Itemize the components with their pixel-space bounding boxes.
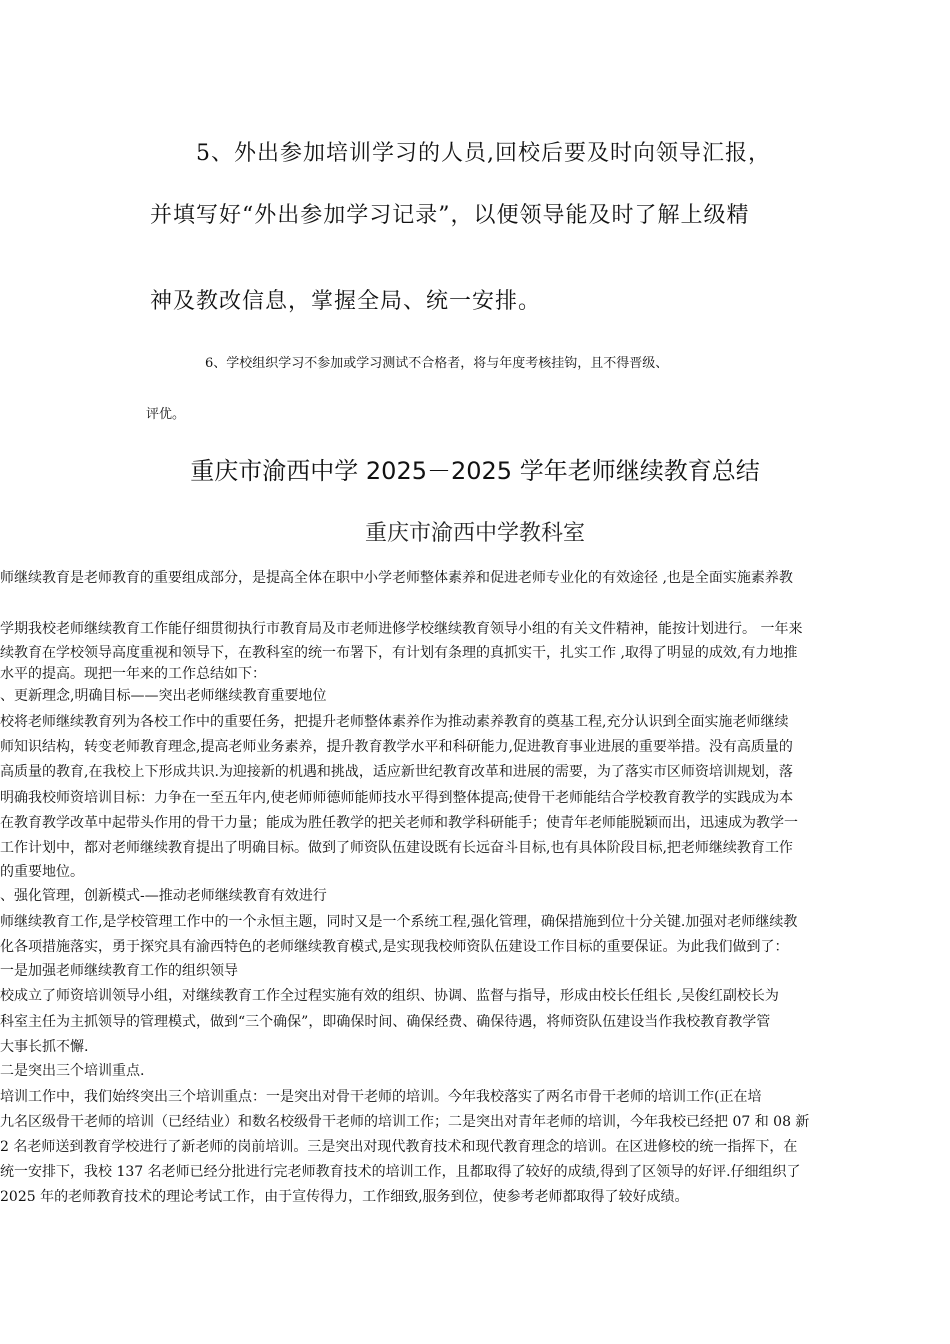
body-line: 2025 年的老师教育技术的理论考试工作，由于宣传得力，工作细致,服务到位，使参考老师都取得了较好成绩。 bbox=[0, 1189, 689, 1205]
body-line: 的重要地位。 bbox=[0, 864, 84, 880]
body-line: 工作计划中，都对老师继续教育提出了明确目标。做到了师资队伍建设既有长远奋斗目标,也有具体阶段目标,把老师继续教育工作 bbox=[0, 840, 793, 856]
body-line: 明确我校师资培训目标：力争在一至五年内,使老师师德师能师技水平得到整体提高;使骨干老师能结合学校教育教学的实践成为本 bbox=[0, 790, 794, 806]
body-line: 校将老师继续教育列为各校工作中的重要任务，把提升老师整体素养作为推动素养教育的奠基工程,充分认识到全面实施老师继续 bbox=[0, 714, 789, 730]
body-line: 师知识结构，转变老师教育理念,提高老师业务素养，提升教育教学水平和科研能力,促进教育事业进展的重要举措。没有高质量的 bbox=[0, 739, 793, 755]
document-title: 重庆市渝西中学 2025－2025 学年老师继续教育总结 bbox=[190, 457, 760, 485]
paragraph-5-line-2: 并填写好“外出参加学习记录”，以便领导能及时了解上级精 bbox=[150, 203, 750, 228]
paragraph-6-line-2: 评优。 bbox=[146, 407, 186, 422]
body-line: 学期我校老师继续教育工作能仔细贯彻执行市教育局及市老师进修学校继续教育领导小组的有关文件精神，能按计划进行。 一年来 bbox=[0, 621, 803, 637]
body-line: 一是加强老师继续教育工作的组织领导 bbox=[0, 963, 238, 979]
document-subtitle: 重庆市渝西中学教科室 bbox=[364, 521, 585, 546]
body-line: 、更新理念,明确目标——突出老师继续教育重要地位 bbox=[0, 688, 327, 704]
paragraph-5-line-3: 神及教改信息，掌握全局、统一安排。 bbox=[150, 289, 542, 314]
body-line: 九名区级骨干老师的培训（已经结业）和数名校级骨干老师的培训工作；二是突出对青年老师的培训，今年我校已经把 07 和 08 新 bbox=[0, 1114, 810, 1130]
body-line: 续教育在学校领导高度重视和领导下，在教科室的统一布署下，有计划有条理的真抓实干，扎实工作 ,取得了明显的成效,有力地推 bbox=[0, 645, 798, 661]
body-line: 师继续教育工作,是学校管理工作中的一个永恒主题，同时又是一个系统工程,强化管理，确保措施到位十分关键.加强对老师继续教 bbox=[0, 914, 798, 930]
paragraph-6-line-1: 6、学校组织学习不参加或学习测试不合格者，将与年度考核挂钩，且不得晋级、 bbox=[205, 356, 669, 371]
body-line: 大事长抓不懈. bbox=[0, 1039, 89, 1055]
body-line: 师继续教育是老师教育的重要组成部分，是提高全体在职中小学老师整体素养和促进老师专业化的有效途径 ,也是全面实施素养教 bbox=[0, 570, 793, 586]
body-line: 科室主任为主抓领导的管理模式，做到“三个确保”，即确保时间、确保经费、确保待遇，将师资队伍建设当作我校教育教学管 bbox=[0, 1014, 771, 1030]
body-line: 在教育教学改革中起带头作用的骨干力量；能成为胜任教学的把关老师和教学科研能手；使青年老师能脱颖而出，迅速成为教学一 bbox=[0, 815, 798, 831]
body-line: 2 名老师送到教育学校进行了新老师的岗前培训。三是突出对现代教育技术和现代教育理念的培训。在区进修校的统一指挥下，在 bbox=[0, 1139, 798, 1155]
body-line: 水平的提高。现把一年来的工作总结如下： bbox=[0, 666, 266, 682]
body-line: 校成立了师资培训领导小组，对继续教育工作全过程实施有效的组织、协调、监督与指导，形成由校长任组长 ,吴俊红副校长为 bbox=[0, 988, 779, 1004]
body-line: 化各项措施落实，勇于探究具有渝西特色的老师继续教育模式,是实现我校师资队伍建设工作目标的重要保证。为此我们做到了： bbox=[0, 939, 789, 955]
paragraph-5-line-1: 5、外出参加培训学习的人员,回校后要及时向领导汇报， bbox=[196, 141, 771, 166]
body-line: 高质量的教育,在我校上下形成共识.为迎接新的机遇和挑战，适应新世纪教育改革和进展的需要，为了落实市区师资培训规划，落 bbox=[0, 764, 793, 780]
body-line: 、强化管理，创新模式-—推动老师继续教育有效进行 bbox=[0, 888, 327, 904]
body-line: 二是突出三个培训重点. bbox=[0, 1063, 145, 1079]
body-line: 培训工作中，我们始终突出三个培训重点：一是突出对骨干老师的培训。今年我校落实了两名市骨干老师的培训工作(正在培 bbox=[0, 1089, 762, 1105]
body-line: 统一安排下，我校 137 名老师已经分批进行完老师教育技术的培训工作，且都取得了较好的成绩,得到了区领导的好评.仔细组织了 bbox=[0, 1164, 801, 1180]
